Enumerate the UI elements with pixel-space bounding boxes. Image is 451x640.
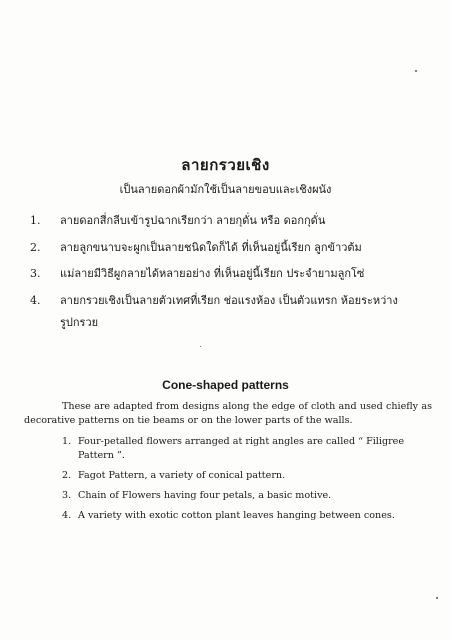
english-item-number: 1. <box>62 436 72 447</box>
english-item-text: Chain of Flowers having four petals, a basic motive. <box>78 490 332 501</box>
english-item-number: 3. <box>62 490 72 501</box>
english-item-number: 2. <box>62 470 72 481</box>
thai-item-number: 4. <box>30 294 41 307</box>
thai-subtitle: เป็นลายดอกผ้ามักใช้เป็นลายขอบและเชิงผนัง <box>119 183 332 196</box>
scan-speck <box>436 597 438 599</box>
thai-list-item <box>30 238 440 256</box>
thai-item-text: ลายลูกขนาบจะผูกเป็นลายชนิดใดก็ได้ ที่เห็นอยู่นี้เรียก ลูกข้าวต้ม <box>60 241 362 254</box>
thai-title: ลายกรวยเชิง <box>181 156 270 174</box>
english-item-text: A variety with exotic cotton plant leaves hanging between cones. <box>78 510 395 521</box>
english-item-text: Fagot Pattern, a variety of conical pattern. <box>78 470 286 481</box>
english-list-item <box>62 435 434 463</box>
english-item-text: Four-petalled flowers arranged at right angles are called “ Filigree Pattern ”. <box>78 436 405 461</box>
thai-list-item <box>30 211 440 229</box>
thai-item-number: 1. <box>30 214 41 227</box>
thai-list-item <box>30 291 440 309</box>
english-list-item <box>62 509 434 523</box>
scan-speck <box>200 346 201 347</box>
thai-item-text: ลายดอกสี่กลีบเข้ารูปฉากเรียกว่า ลายกุดั่น หรือ ดอกกุดั่น <box>60 214 326 227</box>
english-list-item <box>62 469 434 483</box>
english-list-item <box>62 489 434 503</box>
english-intro: These are adapted from designs along the edge of cloth and used chiefly as decorative patterns on tie beams or on the lower parts of the walls. <box>24 401 432 426</box>
english-title: Cone-shaped patterns <box>162 378 289 392</box>
english-item-number: 4. <box>62 510 72 521</box>
english-list <box>62 435 434 529</box>
scan-speck <box>415 70 417 72</box>
thai-item-number: 2. <box>30 241 41 254</box>
thai-list-item <box>30 264 440 282</box>
thai-item-text: ลายกรวยเชิงเป็นลายตัวเทศที่เรียก ช่อแรงห้อง เป็นตัวแทรก ห้อยระหว่าง <box>60 294 398 307</box>
thai-item-number: 3. <box>30 267 41 280</box>
thai-item-continuation: รูปกรวย <box>60 316 99 329</box>
thai-item-text: แม่ลายมีวิธีผูกลายได้หลายอย่าง ที่เห็นอยู่นี้เรียก ประจำยามลูกโซ่ <box>60 267 365 280</box>
